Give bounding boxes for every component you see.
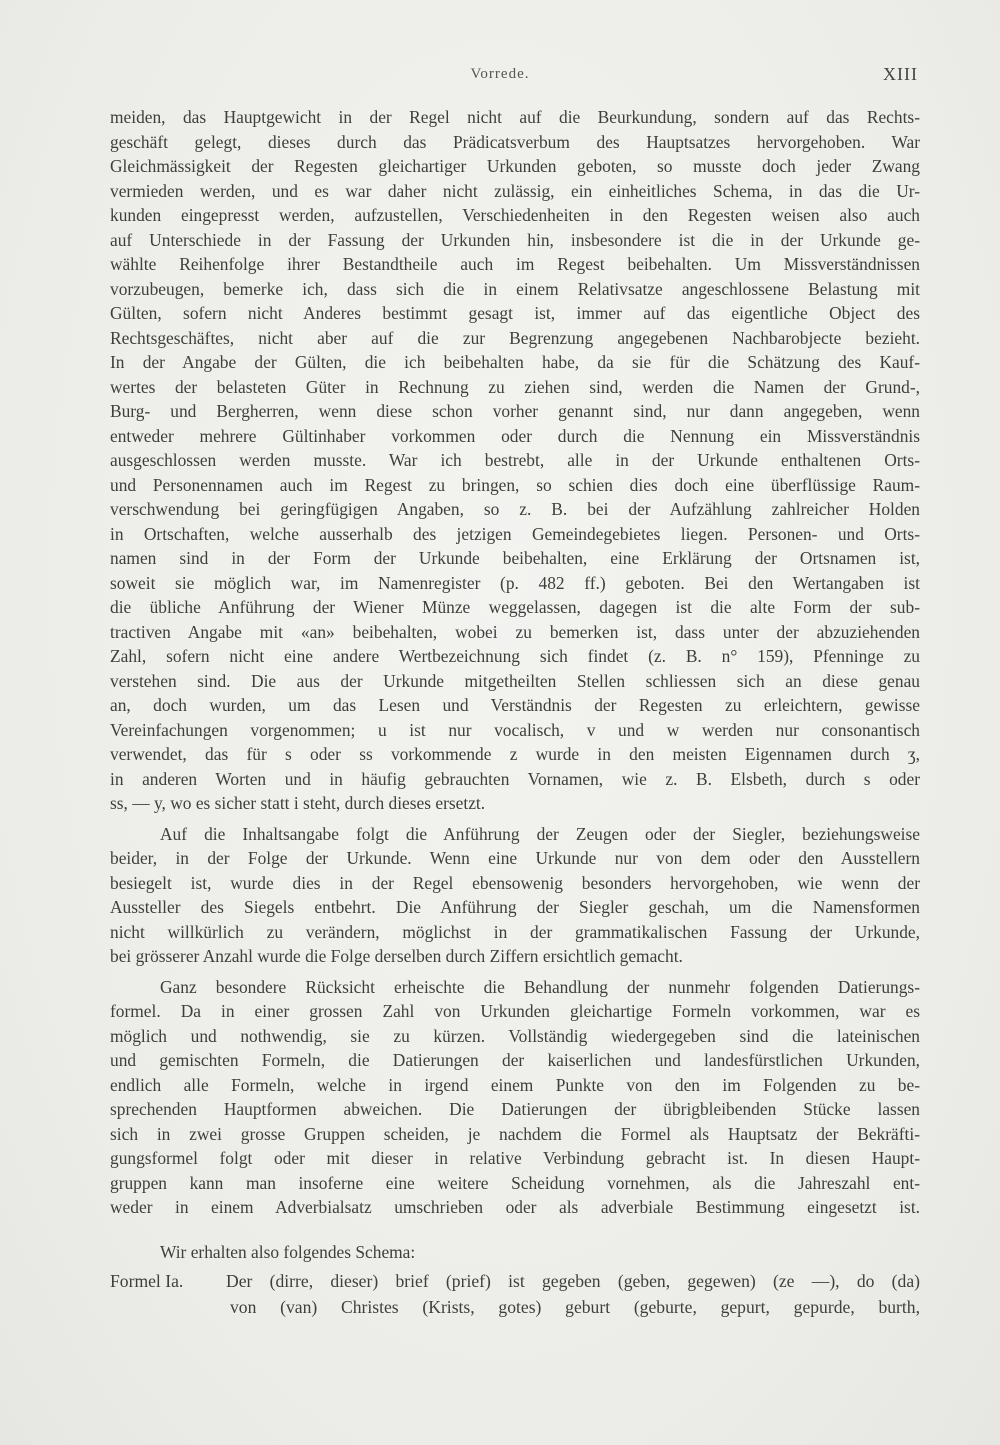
text-line: meiden, das Hauptgewicht in der Regel nicht auf die Beurkundung, sondern auf das Rechts-	[110, 107, 920, 127]
text-line: weder in einem Adverbialsatz umschrieben oder als adverbiale Bestimmung eingesetzt ist.	[110, 1197, 920, 1217]
text-line: wertes der belasteten Güter in Rechnung zu ziehen sind, werden die Namen der Grund-,	[110, 376, 920, 397]
text-line: verwendet, das für s oder ss vorkommende z wurde in den meisten Eigennamen durch ʒ,	[110, 744, 920, 764]
formula-continuation: von (van) Christes (Krists, gotes) geburt (geburte, gepurt, gepurde, burth,	[230, 1297, 920, 1317]
paragraph-3	[110, 975, 920, 1220]
text-line: verschwendung bei geringfügigen Angaben, so z. B. bei der Aufzählung zahlreicher Holden	[110, 499, 920, 519]
text-line: in anderen Worten und in häufig gebrauchten Vornamen, wie z. B. Elsbeth, durch s oder	[110, 768, 920, 789]
text-line: Ganz besondere Rücksicht erheischte die Behandlung der nunmehr folgenden Datierungs-	[160, 976, 920, 997]
text-line: beider, in der Folge der Urkunde. Wenn eine Urkunde nur von dem oder den Ausstellern	[110, 848, 920, 868]
running-head	[0, 66, 1000, 90]
paragraph-1	[110, 105, 920, 816]
running-title: Vorrede.	[470, 66, 530, 82]
text-line: Zahl, sofern nicht eine andere Wertbezeichnung sich findet (z. B. n° 159), Pfenninge zu	[110, 646, 920, 666]
text-line: vermieden werden, und es war daher nicht zulässig, ein einheitliches Schema, in das die Ur-	[110, 180, 920, 201]
formula-text: Der (dirre, dieser) brief (prief) ist gegeben (geben, gegewen) (ze —), do (da)	[226, 1271, 920, 1291]
text-line: und gemischten Formeln, die Datierungen der kaiserlichen und landesfürstlichen Urkunden,	[110, 1050, 920, 1070]
formula-block	[110, 1268, 920, 1320]
text-line: ss, — y, wo es sicher statt i steht, durch dieses ersetzt.	[110, 793, 486, 813]
text-line: besiegelt ist, wurde dies in der Regel ebensowenig besonders hervorgehoben, wie wenn der	[110, 872, 920, 893]
text-line: verstehen sind. Die aus der Urkunde mitgetheilten Stellen schliessen sich an diese genau	[110, 670, 920, 691]
text-line: entweder mehrere Gültinhaber vorkommen oder durch die Nennung ein Missverständnis	[110, 425, 920, 446]
paragraph-2	[110, 822, 920, 969]
text-line: vorzubeugen, bemerke ich, dass sich die in einem Relativsatze angeschlossene Belastung mit	[110, 278, 920, 299]
text-line: Gülten, sofern nicht Anderes bestimmt gesagt ist, immer auf das eigentliche Object des	[110, 303, 920, 323]
text-line: sich in zwei grosse Gruppen scheiden, je nachdem die Formel als Hauptsatz der Bekräfti-	[110, 1123, 920, 1144]
body-text	[110, 105, 920, 1320]
formula-first-line	[110, 1268, 920, 1294]
text-line: an, doch wurden, um das Lesen und Verständnis der Regesten zu erleichtern, gewisse	[110, 695, 920, 715]
text-line: soweit sie möglich war, im Namenregister (p. 482 ff.) geboten. Bei den Wertangaben ist	[110, 572, 920, 593]
text-line: Burg- und Bergherren, wenn diese schon vorher genannt sind, nur dann angegeben, wenn	[110, 401, 920, 421]
text-line: bei grösserer Anzahl wurde die Folge derselben durch Ziffern ersichtlich gemacht.	[110, 946, 683, 966]
text-line: In der Angabe der Gülten, die ich beibehalten habe, da sie für die Schätzung des Kauf-	[110, 352, 920, 372]
text-line: in Ortschaften, welche ausserhalb des jetzigen Gemeindegebietes liegen. Personen- und Orts-	[110, 523, 920, 544]
text-line: auf Unterschiede in der Fassung der Urkunden hin, insbesondere ist die in der Urkunde ge-	[110, 229, 920, 250]
text-line: Aussteller des Siegels entbehrt. Die Anführung der Siegler geschah, um die Namensformen	[110, 897, 920, 917]
page-number: XIII	[883, 64, 918, 84]
text-line: kunden eingepresst werden, aufzustellen, Verschiedenheiten in den Regesten weisen also auch	[110, 205, 920, 225]
text-line: namen sind in der Form der Urkunde beibehalten, eine Erklärung der Ortsnamen ist,	[110, 548, 920, 568]
text-line: und Personennamen auch im Regest zu bringen, so schien dies doch eine überflüssige Raum-	[110, 474, 920, 495]
text-line: endlich alle Formeln, welche in irgend einem Punkte von den im Folgenden zu be-	[110, 1074, 920, 1095]
text-line: gruppen kann man insoferne eine weitere Scheidung vornehmen, als die Jahreszahl ent-	[110, 1172, 920, 1193]
text-line: tractiven Angabe mit «an» beibehalten, wobei zu bemerken ist, dass unter der abzuziehenden	[110, 621, 920, 642]
schema-intro: Wir erhalten also folgendes Schema:	[160, 1241, 416, 1262]
text-line: Vereinfachungen vorgenommen; u ist nur vocalisch, v und w werden nur consonantisch	[110, 719, 920, 740]
text-line: nicht willkürlich zu verändern, möglichst in der grammatikalischen Fassung der Urkunde,	[110, 921, 920, 942]
text-line: geschäft gelegt, dieses durch das Prädicatsverbum des Hauptsatzes hervorgehoben. War	[110, 131, 920, 152]
text-line: Gleichmässigkeit der Regesten gleichartiger Urkunden geboten, so musste doch jeder Zwang	[110, 156, 920, 176]
text-line: ausgeschlossen werden musste. War ich bestrebt, alle in der Urkunde enthaltenen Orts-	[110, 450, 920, 470]
text-line: sprechenden Hauptformen abweichen. Die Datierungen der übrigbleibenden Stücke lassen	[110, 1099, 920, 1119]
text-line: gungsformel folgt oder mit dieser in relative Verbindung gebracht ist. In diesen Haupt-	[110, 1148, 920, 1168]
formula-label: Formel Ia.	[110, 1271, 184, 1291]
spacer	[110, 1220, 920, 1240]
text-line: die übliche Anführung der Wiener Münze weggelassen, dagegen ist die alte Form der sub-	[110, 597, 920, 617]
text-line: formel. Da in einer grossen Zahl von Urkunden gleichartige Formeln vorkommen, war es	[110, 1001, 920, 1021]
text-line: Auf die Inhaltsangabe folgt die Anführung der Zeugen oder der Siegler, beziehungsweise	[160, 823, 920, 844]
text-line: Rechtsgeschäftes, nicht aber auf die zur Begrenzung angegebenen Nachbarobjecte bezieht.	[110, 327, 920, 348]
text-line: wählte Reihenfolge ihrer Bestandtheile auch im Regest beibehalten. Um Missverständnissen	[110, 254, 920, 274]
text-line: möglich und nothwendig, sie zu kürzen. Vollständig wiedergegeben sind die lateinischen	[110, 1025, 920, 1046]
